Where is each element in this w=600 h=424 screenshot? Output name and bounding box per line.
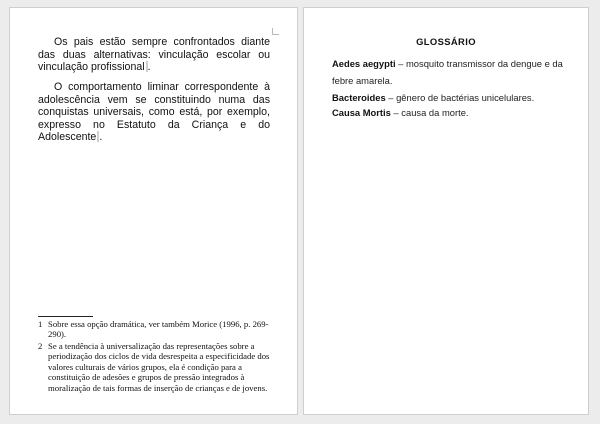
glossary-term: Aedes aegypti bbox=[332, 58, 396, 69]
glossary-definition: – causa da morte. bbox=[390, 107, 469, 118]
glossary-definition: – gênero de bactérias unicelulares. bbox=[385, 92, 535, 103]
document-page-right[interactable] bbox=[304, 8, 588, 414]
body-paragraph[interactable] bbox=[38, 36, 270, 74]
document-page-left[interactable] bbox=[10, 8, 297, 414]
footnote-2[interactable] bbox=[38, 341, 274, 393]
paragraph-text: O comportamento liminar correspondente à adolescência vem se constituindo numa das conquistas universais, como está, por exemplo, expresso no Estatuto da Criança e do Adolescente bbox=[38, 81, 270, 144]
footnote-number: 2 bbox=[38, 341, 43, 351]
paragraph-text: Os pais estão sempre confrontados diante das duas alternativas: vinculação escolar ou vinculação profissional bbox=[38, 36, 270, 74]
body-paragraph[interactable] bbox=[38, 81, 270, 144]
glossary-title: GLOSSÁRIO bbox=[416, 36, 476, 47]
paragraph-end: . bbox=[147, 61, 151, 74]
footnote-text: Se a tendência à universalização das representações sobre a periodização dos ciclos de vida desrespeita a especificidade dos valores culturais de vários grupos, ela é condição para a constituição de adesões e grupos de pressão integrados à moralização de tais formas de inserção de crianças e de jovens. bbox=[48, 341, 270, 393]
footnote-separator bbox=[38, 316, 93, 317]
glossary-term: Bacteroides bbox=[332, 92, 386, 103]
footnote-number: 1 bbox=[38, 319, 43, 329]
margin-corner-mark bbox=[272, 28, 279, 35]
glossary-entry[interactable] bbox=[332, 56, 564, 89]
glossary-definition: – mosquito transmissor da dengue e da febre amarela. bbox=[332, 58, 563, 86]
glossary-term: Causa Mortis bbox=[332, 107, 391, 118]
paragraph-end: . bbox=[99, 131, 103, 144]
footnote-1[interactable] bbox=[38, 319, 274, 340]
footnote-text: Sobre essa opção dramática, ver também Morice (1996, p. 269-290). bbox=[48, 319, 269, 340]
glossary-entry[interactable] bbox=[332, 105, 564, 122]
